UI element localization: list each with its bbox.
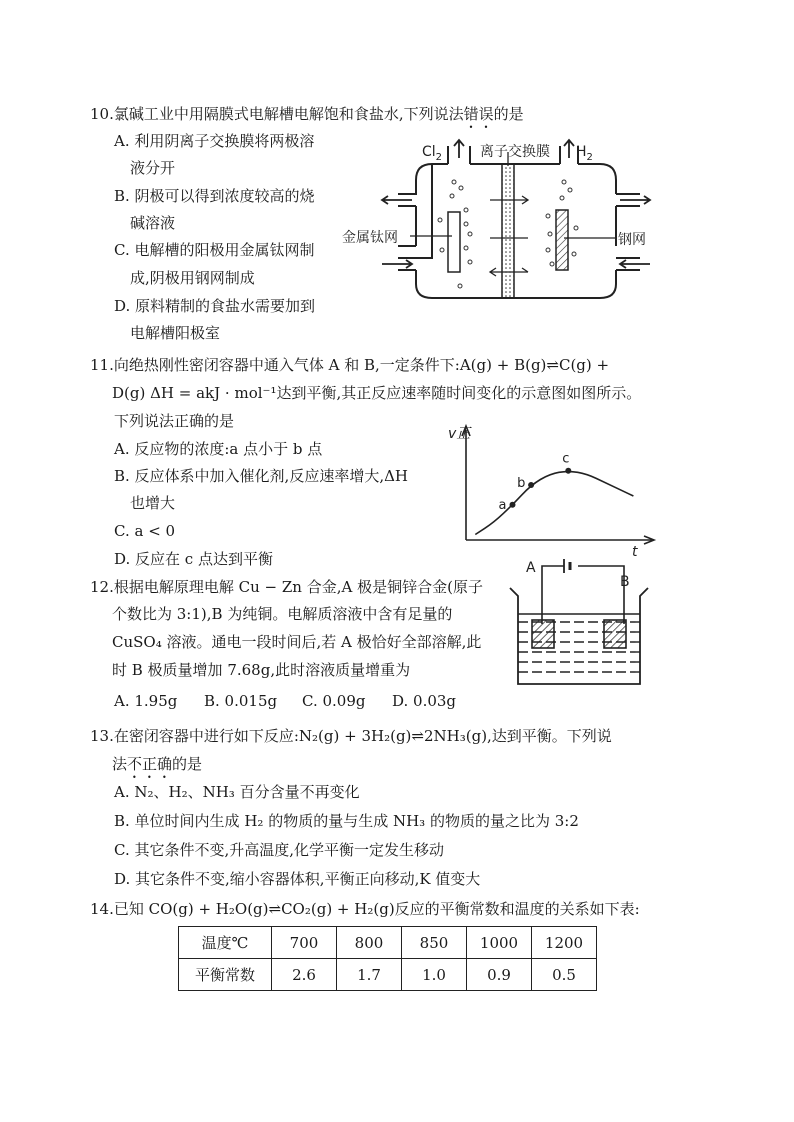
table-cell: 1.0 xyxy=(402,959,467,991)
equilibrium-constant-table xyxy=(178,926,597,991)
q11-stem-line3: 下列说法正确的是 xyxy=(114,412,235,430)
q12-stem-line3: CuSO₄ 溶液。通电一段时间后,若 A 极恰好全部溶解,此 xyxy=(112,633,482,651)
table-cell: 850 xyxy=(402,927,467,959)
q10-option-c-line1: C. 电解槽的阳极用金属钛网制 xyxy=(114,241,315,259)
table-header-temperature: 温度℃ xyxy=(179,927,272,959)
titanium-mesh-label: 金属钛网 xyxy=(342,230,398,246)
electrolysis-beaker-figure xyxy=(504,556,654,690)
table-cell: 1000 xyxy=(467,927,532,959)
q11-stem-line2: D(g) ΔH = akJ · mol⁻¹达到平衡,其正反应速率随时间变化的示意图如图所示。 xyxy=(112,384,642,402)
q13-option-a: A. N₂、H₂、NH₃ 百分含量不再变化 xyxy=(114,783,360,801)
titanium-mesh-anode xyxy=(448,212,460,272)
q13-option-d: D. 其它条件不变,缩小容器体积,平衡正向移动,K 值变大 xyxy=(114,870,481,888)
q13-emphasis: 不正确 xyxy=(127,755,173,773)
table-cell: 800 xyxy=(337,927,402,959)
steel-mesh-label: 钢网 xyxy=(618,232,646,248)
point-a xyxy=(510,502,516,508)
circuit-wire xyxy=(542,566,624,624)
left-top-pipe xyxy=(398,164,432,194)
q10-option-b-line1: B. 阴极可以得到浓度较高的烧 xyxy=(114,187,315,205)
point-a-label: a xyxy=(498,497,507,513)
beaker xyxy=(510,588,648,684)
table-cell: 0.9 xyxy=(467,959,532,991)
q11-option-b: B. 反应体系中加入催化剂,反应速率增大,ΔH xyxy=(114,467,409,485)
ion-exchange-membrane xyxy=(502,164,514,298)
q10-emphasis: 错误 xyxy=(463,105,494,123)
q11-option-c: C. a < 0 xyxy=(114,522,176,540)
q12-option-d: D. 0.03g xyxy=(392,692,457,710)
q13-option-c: C. 其它条件不变,升高温度,化学平衡一定发生移动 xyxy=(114,841,445,859)
membrane-label: 离子交换膜 xyxy=(480,144,550,160)
q13-stem-line2: 法不正确的是 xyxy=(112,755,203,773)
q10-option-a-line2: 液分开 xyxy=(130,159,176,177)
steel-mesh-cathode xyxy=(556,210,568,270)
q11-option-a: A. 反应物的浓度:a 点小于 b 点 xyxy=(114,440,323,458)
electrolysis-cell-figure xyxy=(320,138,660,310)
point-b xyxy=(528,482,534,488)
q10-option-a-line1: A. 利用阴离子交换膜将两极溶 xyxy=(114,132,315,150)
q11-stem-line1: 11.向绝热刚性密闭容器中通入气体 A 和 B,一定条件下:A(g) + B(g)⇌C(g) + xyxy=(90,356,610,374)
table-row xyxy=(179,959,597,991)
h2-label: $H_2$ xyxy=(576,144,593,163)
table-cell: 700 xyxy=(272,927,337,959)
q12-option-b: B. 0.015g xyxy=(204,692,278,710)
table-header-constant: 平衡常数 xyxy=(179,959,272,991)
q10-stem: 10.氯碱工业中用隔膜式电解槽电解饱和食盐水,下列说法错误的是 xyxy=(90,105,524,123)
q12-stem-line4: 时 B 极质量增加 7.68g,此时溶液质量增重为 xyxy=(112,661,411,679)
q13-option-b: B. 单位时间内生成 H₂ 的物质的量与生成 NH₃ 的物质的量之比为 3:2 xyxy=(114,812,579,830)
rate-time-chart xyxy=(440,420,660,560)
q10-option-d-line1: D. 原料精制的食盐水需要加到 xyxy=(114,297,316,315)
q10-option-d-line2: 电解槽阳极室 xyxy=(130,324,221,342)
table-cell: 0.5 xyxy=(532,959,597,991)
q11-option-b-line2: 也增大 xyxy=(130,494,176,512)
table-cell: 1.7 xyxy=(337,959,402,991)
q10-option-b-line2: 碱溶液 xyxy=(130,214,176,232)
cl2-label: $Cl_2$ xyxy=(422,144,443,163)
electrode-a-label: A xyxy=(526,560,536,576)
table-row xyxy=(179,927,597,959)
q10-option-c-line2: 成,阴极用钢网制成 xyxy=(130,269,255,287)
q11-option-d: D. 反应在 c 点达到平衡 xyxy=(114,550,273,568)
point-c-label: c xyxy=(562,451,570,467)
q12-option-c: C. 0.09g xyxy=(302,692,366,710)
x-axis-label: t xyxy=(632,544,638,560)
table-cell: 1200 xyxy=(532,927,597,959)
point-b-label: b xyxy=(517,476,526,491)
q12-stem-line1: 12.根据电解原理电解 Cu − Zn 合金,A 极是铜锌合金(原子 xyxy=(90,578,483,596)
y-axis-label: v正 xyxy=(448,426,471,442)
q12-option-a: A. 1.95g xyxy=(114,692,178,710)
electrode-b xyxy=(604,620,626,648)
q14-stem: 14.已知 CO(g) + H₂O(g)⇌CO₂(g) + H₂(g)反应的平衡常数和温度的关系如下表: xyxy=(90,900,640,918)
electrode-b-label: B xyxy=(620,574,630,590)
point-c xyxy=(565,468,571,474)
q12-stem-line2: 个数比为 3:1),B 为纯铜。电解质溶液中含有足量的 xyxy=(112,605,453,623)
table-cell: 2.6 xyxy=(272,959,337,991)
q13-stem-line1: 13.在密闭容器中进行如下反应:N₂(g) + 3H₂(g)⇌2NH₃(g),达到平衡。下列说 xyxy=(90,727,612,745)
electrode-a xyxy=(532,620,554,648)
